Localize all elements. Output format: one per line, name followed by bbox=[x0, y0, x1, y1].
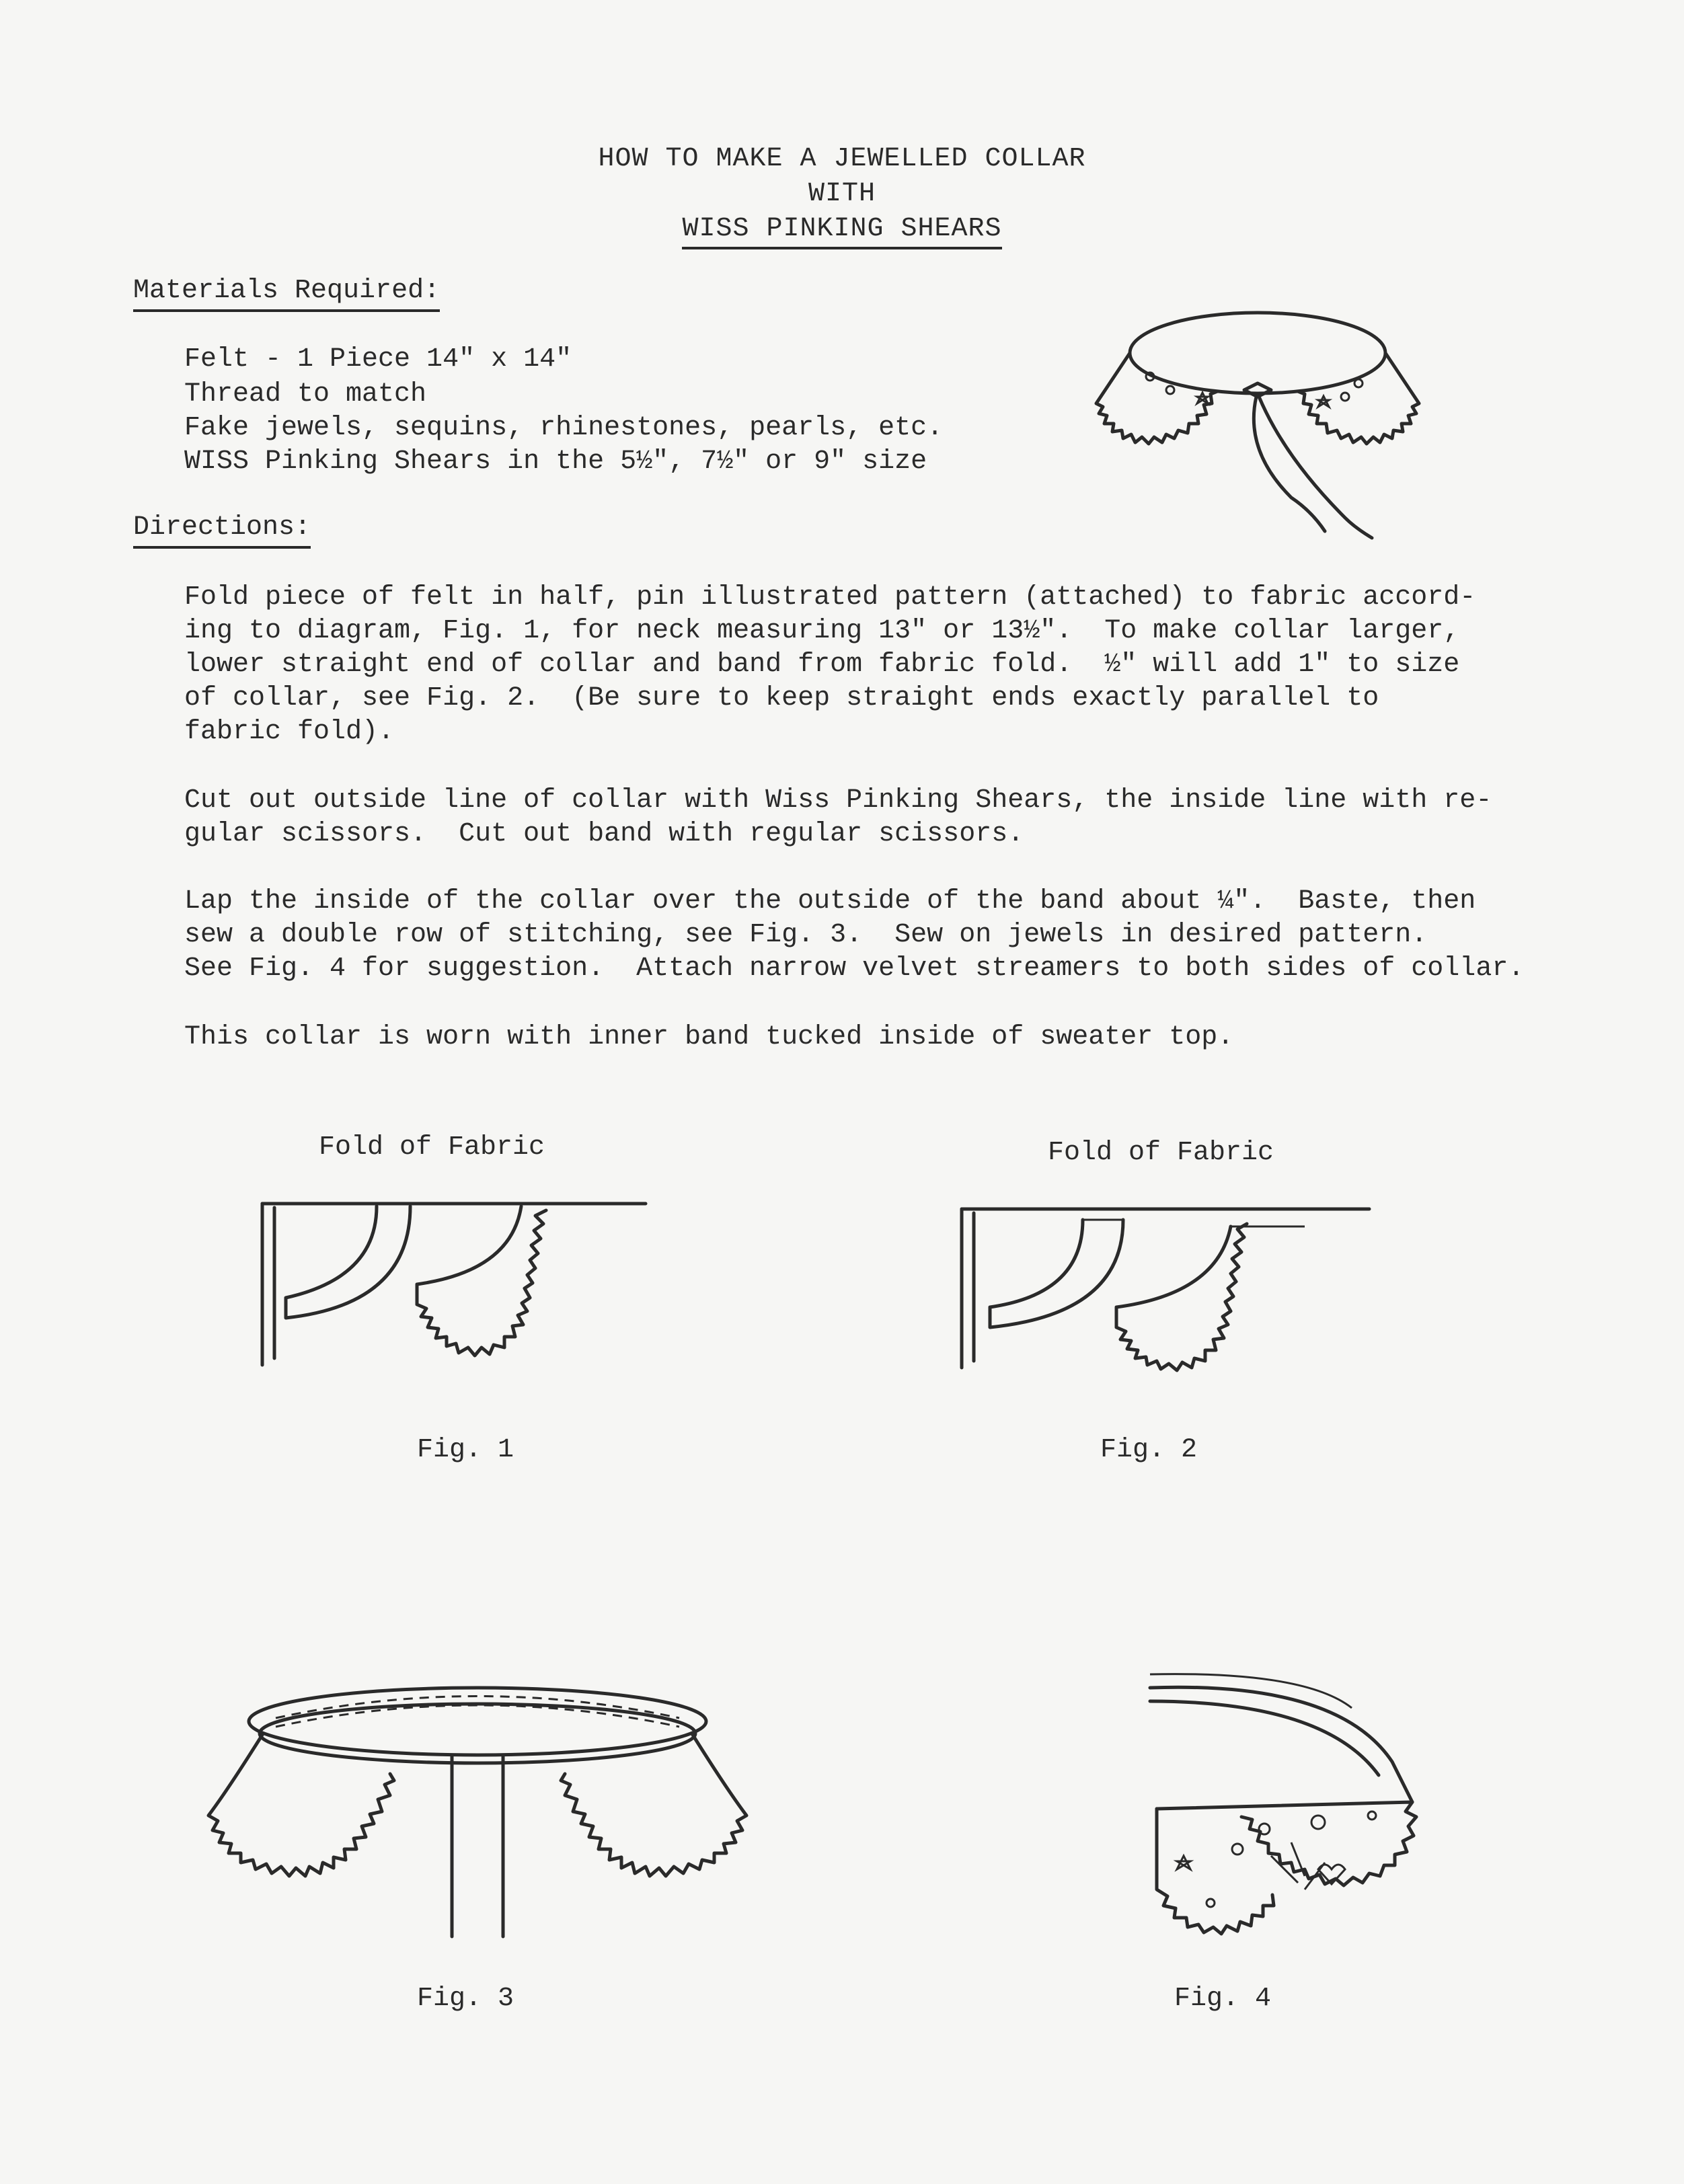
directions-heading: Directions: bbox=[133, 512, 311, 549]
fig1-caption: Fig. 1 bbox=[417, 1435, 514, 1465]
fig2-diagram bbox=[955, 1200, 1372, 1374]
materials-item-1: Felt - 1 Piece 14" x 14" bbox=[184, 344, 572, 375]
para3-line-2: sew a double row of stitching, see Fig. 3. Sew on jewels in desired pattern. bbox=[184, 920, 1428, 950]
materials-item-2: Thread to match bbox=[184, 379, 427, 410]
fig1-fold-label: Fold of Fabric bbox=[319, 1132, 545, 1163]
title-line-2: WITH bbox=[808, 179, 876, 209]
para1-line-2: ing to diagram, Fig. 1, for neck measuring 13" or 13½". To make collar larger, bbox=[184, 616, 1460, 646]
title-line-1: HOW TO MAKE A JEWELLED COLLAR bbox=[598, 144, 1086, 174]
directions-paragraph-3 bbox=[184, 885, 1583, 986]
para3-line-1: Lap the inside of the collar over the outside of the band about ¼". Baste, then bbox=[184, 886, 1476, 916]
para4-line-1: This collar is worn with inner band tucked inside of sweater top. bbox=[184, 1022, 1234, 1052]
fig2-fold-label: Fold of Fabric bbox=[1048, 1138, 1274, 1168]
para1-line-1: Fold piece of felt in half, pin illustrated pattern (attached) to fabric accord- bbox=[184, 582, 1476, 613]
fig4-diagram bbox=[1137, 1668, 1446, 1977]
collar-illustration bbox=[1089, 289, 1493, 545]
fig3-caption: Fig. 3 bbox=[417, 1984, 514, 2014]
title-line-3 bbox=[0, 212, 1684, 246]
directions-paragraph-1 bbox=[184, 581, 1583, 749]
title-underlined: WISS PINKING SHEARS bbox=[682, 214, 1001, 249]
fig2-caption: Fig. 2 bbox=[1100, 1435, 1198, 1465]
para2-line-1: Cut out outside line of collar with Wiss Pinking Shears, the inside line with re- bbox=[184, 785, 1492, 816]
materials-item-3: Fake jewels, sequins, rhinestones, pearls, etc. bbox=[184, 413, 944, 443]
para1-line-5: fabric fold). bbox=[184, 717, 395, 747]
para1-line-3: lower straight end of collar and band from fabric fold. ½" will add 1" to size bbox=[184, 650, 1460, 680]
para2-line-2: gular scissors. Cut out band with regular scissors. bbox=[184, 819, 1024, 849]
para3-line-3: See Fig. 4 for suggestion. Attach narrow velvet streamers to both sides of collar. bbox=[184, 953, 1525, 984]
directions-paragraph-4 bbox=[184, 1021, 1583, 1054]
fig1-diagram bbox=[256, 1197, 646, 1372]
materials-item-4: WISS Pinking Shears in the 5½", 7½" or 9" size bbox=[184, 446, 927, 477]
fig4-caption: Fig. 4 bbox=[1174, 1984, 1272, 2014]
para1-line-4: of collar, see Fig. 2. (Be sure to keep straight ends exactly parallel to bbox=[184, 683, 1379, 713]
materials-heading: Materials Required: bbox=[133, 276, 440, 312]
fig3-diagram bbox=[202, 1681, 753, 1950]
directions-paragraph-2 bbox=[184, 784, 1583, 851]
